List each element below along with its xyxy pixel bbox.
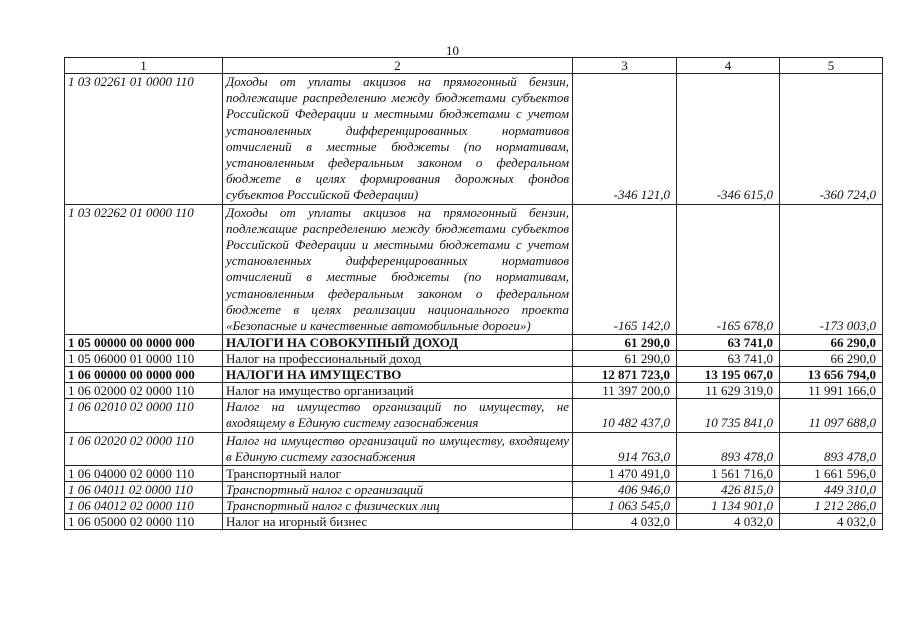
revenue-value-year-2: 893 478,0: [677, 432, 780, 465]
revenue-value-year-1: 406 946,0: [573, 482, 677, 498]
revenue-value-year-2: 13 195 067,0: [677, 367, 780, 383]
revenue-value-year-1: 11 397 200,0: [573, 383, 677, 399]
revenue-value-year-3: 11 991 166,0: [780, 383, 883, 399]
revenue-name: Налог на игорный бизнес: [223, 514, 573, 530]
revenue-value-year-1: 61 290,0: [573, 351, 677, 367]
revenue-value-year-1: -346 121,0: [573, 74, 677, 205]
revenue-value-year-1: 914 763,0: [573, 432, 677, 465]
table-row: [65, 351, 883, 367]
revenue-value-year-3: 4 032,0: [780, 514, 883, 530]
revenue-code: 1 06 04011 02 0000 110: [65, 482, 223, 498]
revenue-value-year-2: 63 741,0: [677, 335, 780, 351]
table-row: [65, 466, 883, 482]
table-row: [65, 74, 883, 205]
revenue-value-year-3: -173 003,0: [780, 204, 883, 335]
revenue-name: Транспортный налог с физических лиц: [223, 498, 573, 514]
revenue-name: Налог на имущество организаций: [223, 383, 573, 399]
revenue-value-year-2: 11 629 319,0: [677, 383, 780, 399]
revenue-value-year-3: 66 290,0: [780, 351, 883, 367]
revenue-value-year-2: 63 741,0: [677, 351, 780, 367]
revenue-name: НАЛОГИ НА ИМУЩЕСТВО: [223, 367, 573, 383]
revenue-code: 1 06 04012 02 0000 110: [65, 498, 223, 514]
table-row: [65, 498, 883, 514]
column-number-row: [65, 58, 883, 74]
column-number-1: 1: [65, 58, 223, 74]
revenue-name: Налог на имущество организаций по имуществу, входящему в Единую систему газоснабжения: [223, 432, 573, 465]
revenue-name: Налог на имущество организаций по имуществу, не входящему в Единую систему газоснабжения: [223, 399, 573, 432]
table-row: [65, 432, 883, 465]
table-row: [65, 335, 883, 351]
revenue-code: 1 03 02261 01 0000 110: [65, 74, 223, 205]
table-row: [65, 482, 883, 498]
revenue-code: 1 03 02262 01 0000 110: [65, 204, 223, 335]
revenue-code: 1 06 02020 02 0000 110: [65, 432, 223, 465]
table-row: [65, 383, 883, 399]
budget-revenue-table: [64, 57, 883, 530]
table-row: [65, 514, 883, 530]
revenue-name: Доходы от уплаты акцизов на прямогонный бензин, подлежащие распределению между бюджетами субъектов Российской Федерации и местными бюджетами с учетом установленных дифференцированных нормативов отчислений в местные бюджеты (по нормативам, установленным федеральным законом о федеральном бюджете в целях реализации национального проекта «Безопасные и качественные автомобильные дороги»): [223, 204, 573, 335]
revenue-code: 1 06 02010 02 0000 110: [65, 399, 223, 432]
revenue-value-year-3: 11 097 688,0: [780, 399, 883, 432]
revenue-code: 1 05 06000 01 0000 110: [65, 351, 223, 367]
revenue-name: Транспортный налог с организаций: [223, 482, 573, 498]
revenue-value-year-1: 12 871 723,0: [573, 367, 677, 383]
revenue-value-year-2: -165 678,0: [677, 204, 780, 335]
revenue-value-year-1: 10 482 437,0: [573, 399, 677, 432]
revenue-value-year-3: 66 290,0: [780, 335, 883, 351]
revenue-code: 1 06 02000 02 0000 110: [65, 383, 223, 399]
revenue-value-year-3: -360 724,0: [780, 74, 883, 205]
revenue-value-year-3: 1 212 286,0: [780, 498, 883, 514]
revenue-name: Транспортный налог: [223, 466, 573, 482]
revenue-value-year-1: 61 290,0: [573, 335, 677, 351]
revenue-value-year-3: 893 478,0: [780, 432, 883, 465]
revenue-value-year-2: 4 032,0: [677, 514, 780, 530]
page-number: 10: [446, 43, 459, 58]
column-number-4: 4: [677, 58, 780, 74]
revenue-name: Доходы от уплаты акцизов на прямогонный бензин, подлежащие распределению между бюджетами субъектов Российской Федерации и местными бюджетами с учетом установленных дифференцированных нормативов отчислений в местные бюджеты (по нормативам, установленным федеральным законом о федеральном бюджете в целях формирования дорожных фондов субъектов Российской Федерации): [223, 74, 573, 205]
revenue-value-year-1: 4 032,0: [573, 514, 677, 530]
revenue-value-year-2: 1 561 716,0: [677, 466, 780, 482]
column-number-3: 3: [573, 58, 677, 74]
revenue-code: 1 06 00000 00 0000 000: [65, 367, 223, 383]
revenue-value-year-2: -346 615,0: [677, 74, 780, 205]
column-number-5: 5: [780, 58, 883, 74]
revenue-name: НАЛОГИ НА СОВОКУПНЫЙ ДОХОД: [223, 335, 573, 351]
revenue-value-year-2: 10 735 841,0: [677, 399, 780, 432]
table-row: [65, 399, 883, 432]
revenue-value-year-2: 426 815,0: [677, 482, 780, 498]
revenue-code: 1 06 04000 02 0000 110: [65, 466, 223, 482]
revenue-code: 1 06 05000 02 0000 110: [65, 514, 223, 530]
revenue-value-year-1: 1 063 545,0: [573, 498, 677, 514]
table-row: [65, 367, 883, 383]
revenue-value-year-1: 1 470 491,0: [573, 466, 677, 482]
column-number-2: 2: [223, 58, 573, 74]
revenue-code: 1 05 00000 00 0000 000: [65, 335, 223, 351]
revenue-value-year-1: -165 142,0: [573, 204, 677, 335]
revenue-value-year-2: 1 134 901,0: [677, 498, 780, 514]
revenue-value-year-3: 1 661 596,0: [780, 466, 883, 482]
revenue-value-year-3: 13 656 794,0: [780, 367, 883, 383]
revenue-name: Налог на профессиональный доход: [223, 351, 573, 367]
table-row: [65, 204, 883, 335]
revenue-value-year-3: 449 310,0: [780, 482, 883, 498]
